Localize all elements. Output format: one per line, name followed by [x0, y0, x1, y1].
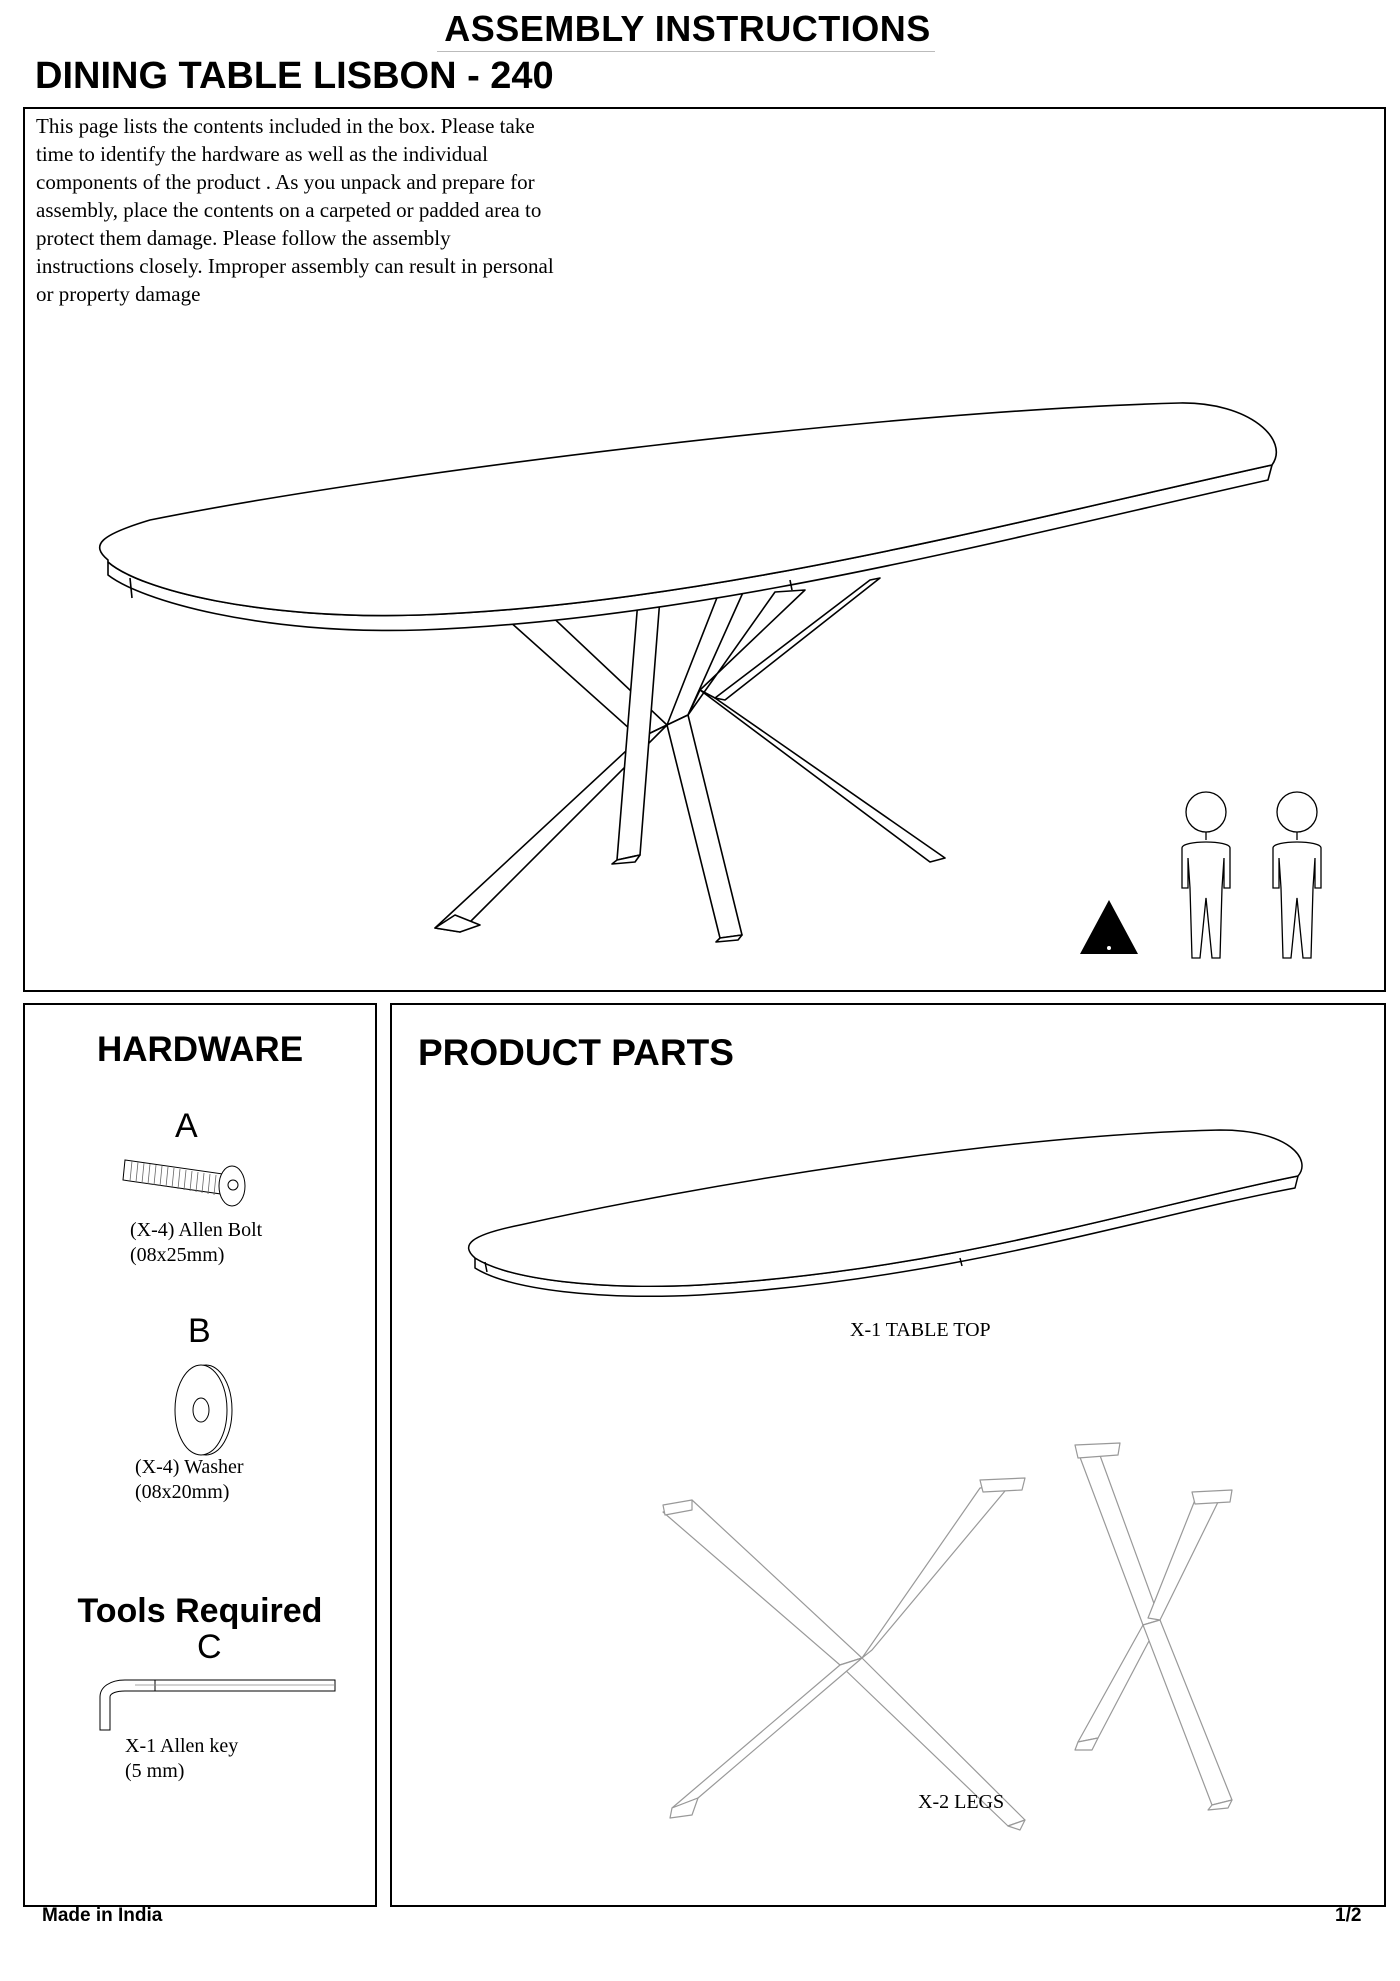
hardware-heading: HARDWARE	[96, 1030, 304, 1069]
intro-line: components of the product . As you unpack and prepare for	[36, 170, 535, 194]
caption-line: (08x20mm)	[135, 1481, 230, 1503]
page-number: 1/2	[1335, 1905, 1362, 1926]
intro-line: assembly, place the contents on a carpeted or padded area to	[36, 198, 542, 222]
intro-line: or property damage	[36, 282, 201, 306]
product-title: DINING TABLE LISBON - 240	[35, 55, 554, 97]
caption-line: (X-4) Allen Bolt	[130, 1219, 263, 1241]
caption-line: X-1 Allen key	[125, 1735, 239, 1757]
hardware-letter-b: B	[188, 1312, 211, 1350]
caption-line: (08x25mm)	[130, 1244, 225, 1266]
tools-heading: Tools Required	[77, 1592, 323, 1630]
intro-line: instructions closely. Improper assembly can result in personal	[36, 254, 554, 278]
intro-line: This page lists the contents included in the box. Please take	[36, 114, 535, 138]
hardware-letter-a: A	[175, 1107, 198, 1145]
product-parts-heading: PRODUCT PARTS	[418, 1032, 734, 1073]
legs-label: X-2 LEGS	[918, 1791, 1005, 1813]
table-top-label: X-1 TABLE TOP	[850, 1319, 991, 1341]
caption-line: (X-4) Washer	[135, 1456, 244, 1478]
footer-origin: Made in India	[42, 1905, 163, 1926]
caption-line: (5 mm)	[125, 1760, 185, 1782]
tool-letter-c: C	[197, 1628, 222, 1666]
document-title: ASSEMBLY INSTRUCTIONS	[444, 8, 931, 49]
intro-line: time to identify the hardware as well as the individual	[36, 142, 488, 166]
intro-line: protect them damage. Please follow the assembly	[36, 226, 451, 250]
